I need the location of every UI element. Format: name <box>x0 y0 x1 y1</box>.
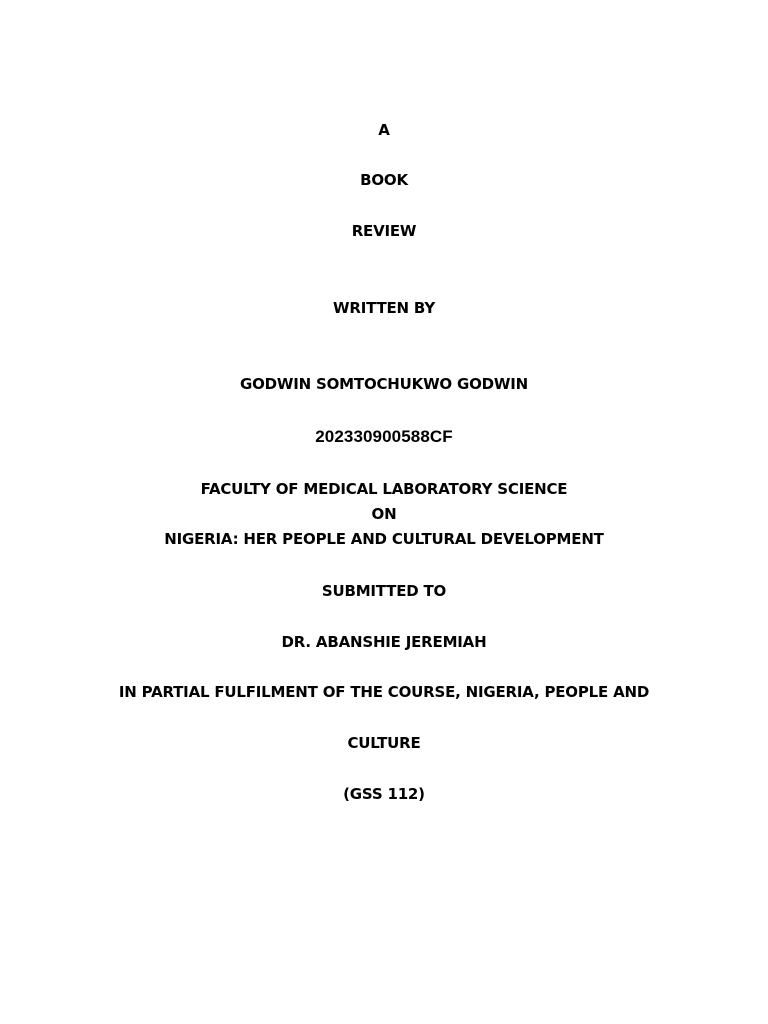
submitted-to-label: SUBMITTED TO <box>321 582 447 600</box>
title-word-a: A <box>378 121 390 139</box>
author-name: GODWIN SOMTOCHUKWO GODWIN <box>240 375 528 393</box>
written-by-label: WRITTEN BY <box>333 299 435 317</box>
on-label: ON <box>371 505 397 523</box>
fulfilment-statement: IN PARTIAL FULFILMENT OF THE COURSE, NIGERIA, PEOPLE AND <box>118 683 650 701</box>
title-word-review: REVIEW <box>351 222 417 240</box>
review-topic: NIGERIA: HER PEOPLE AND CULTURAL DEVELOPMENT <box>164 530 604 548</box>
fulfilment-statement-continued: CULTURE <box>347 734 421 752</box>
faculty-name: FACULTY OF MEDICAL LABORATORY SCIENCE <box>200 480 568 498</box>
course-code: (GSS 112) <box>343 785 425 803</box>
lecturer-name: DR. ABANSHIE JEREMIAH <box>281 633 487 651</box>
title-word-book: BOOK <box>360 171 408 189</box>
registration-number: 202330900588CF <box>315 427 453 446</box>
